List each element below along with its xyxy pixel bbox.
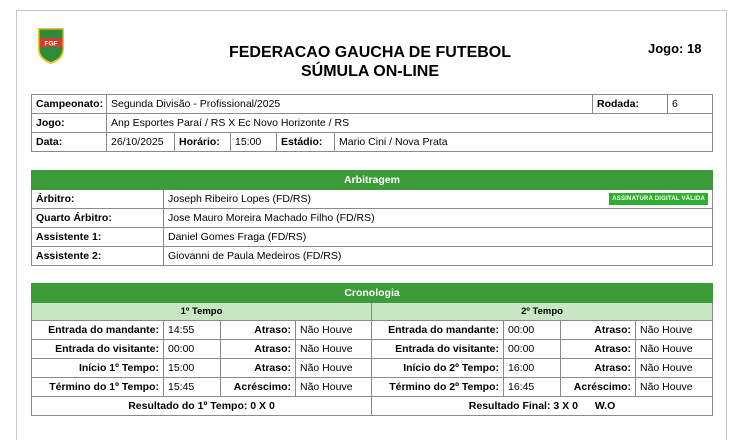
- h1-label: Entrada do mandante:: [32, 321, 164, 340]
- campeonato-value: Segunda Divisão - Profissional/2025: [107, 95, 593, 114]
- estadio-value: Mario Cini / Nova Prata: [335, 133, 713, 152]
- h2-label2: Atraso:: [561, 340, 636, 359]
- h1-label2: Atraso:: [221, 321, 296, 340]
- h2-value2: Não Houve: [636, 340, 713, 359]
- result-first-half: Resultado do 1º Tempo: 0 X 0: [32, 397, 372, 416]
- campeonato-label: Campeonato:: [32, 95, 107, 114]
- h1-label: Término do 1º Tempo:: [32, 378, 164, 397]
- h1-value2: Não Houve: [296, 321, 372, 340]
- jogo-value: Anp Esportes Paraí / RS X Ec Novo Horizonte / RS: [107, 114, 713, 133]
- h2-label2: Atraso:: [561, 321, 636, 340]
- jogo-label: Jogo:: [32, 114, 107, 133]
- h2-label: Entrada do visitante:: [372, 340, 504, 359]
- h2-value2: Não Houve: [636, 378, 713, 397]
- h1-value2: Não Houve: [296, 378, 372, 397]
- cronologia-row: [32, 340, 713, 359]
- h2-label: Entrada do mandante:: [372, 321, 504, 340]
- h1-value: 15:45: [164, 378, 221, 397]
- data-value: 26/10/2025: [107, 133, 175, 152]
- h2-value: 00:00: [504, 321, 561, 340]
- logo-text: FGF: [44, 40, 58, 48]
- result-note: W.O: [594, 400, 616, 412]
- rodada-label: Rodada:: [593, 95, 668, 114]
- h2-value2: Não Houve: [636, 321, 713, 340]
- info-row-data: [32, 133, 713, 152]
- arbitragem-row: [32, 190, 713, 209]
- quarto-arbitro-label: Quarto Árbitro:: [32, 209, 164, 228]
- h1-label2: Acréscimo:: [221, 378, 296, 397]
- fgf-logo: [36, 27, 66, 65]
- assistente-1-value: Daniel Gomes Fraga (FD/RS): [164, 228, 713, 247]
- arbitro-cell: [164, 190, 713, 209]
- h1-value: 14:55: [164, 321, 221, 340]
- h1-value: 15:00: [164, 359, 221, 378]
- result-final: Resultado Final: 3 X 0: [468, 400, 578, 412]
- arbitragem-table: [31, 170, 713, 266]
- cronologia-table: [31, 283, 713, 416]
- horario-label: Horário:: [175, 133, 231, 152]
- data-label: Data:: [32, 133, 107, 152]
- rodada-value: 6: [668, 95, 713, 114]
- title-line-2: SÚMULA ON-LINE: [300, 63, 440, 80]
- match-info-table: [31, 94, 713, 152]
- h2-label: Término do 2º Tempo:: [372, 378, 504, 397]
- h2-label2: Atraso:: [561, 359, 636, 378]
- h1-value2: Não Houve: [296, 359, 372, 378]
- horario-value: 15:00: [231, 133, 277, 152]
- title-line-1: FEDERACAO GAUCHA DE FUTEBOL: [228, 44, 512, 61]
- h2-label: Início do 2º Tempo:: [372, 359, 504, 378]
- cronologia-row: [32, 359, 713, 378]
- result-row: [32, 397, 713, 416]
- quarto-arbitro-value: Jose Mauro Moreira Machado Filho (FD/RS): [164, 209, 713, 228]
- arbitragem-row: [32, 209, 713, 228]
- h2-value: 16:45: [504, 378, 561, 397]
- first-half-title: 1º Tempo: [32, 303, 372, 321]
- signature-badge: ASSINATURA DIGITAL VÁLIDA: [609, 193, 708, 205]
- h1-value2: Não Houve: [296, 340, 372, 359]
- h1-label2: Atraso:: [221, 340, 296, 359]
- assistente-2-label: Assistente 2:: [32, 247, 164, 266]
- arbitro-label: Árbitro:: [32, 190, 164, 209]
- h2-value: 00:00: [504, 340, 561, 359]
- arbitro-value: Joseph Ribeiro Lopes (FD/RS): [168, 193, 311, 205]
- assistente-2-value: Giovanni de Paula Medeiros (FD/RS): [164, 247, 713, 266]
- info-row-jogo: [32, 114, 713, 133]
- h1-label2: Atraso:: [221, 359, 296, 378]
- cronologia-row: [32, 378, 713, 397]
- h2-value: 16:00: [504, 359, 561, 378]
- page-title: [180, 43, 560, 81]
- h1-label: Início 1º Tempo:: [32, 359, 164, 378]
- h2-value2: Não Houve: [636, 359, 713, 378]
- cronologia-title: Cronologia: [32, 284, 713, 303]
- info-row-campeonato: [32, 95, 713, 114]
- assistente-1-label: Assistente 1:: [32, 228, 164, 247]
- h2-label2: Acréscimo:: [561, 378, 636, 397]
- second-half-title: 2º Tempo: [372, 303, 713, 321]
- h1-label: Entrada do visitante:: [32, 340, 164, 359]
- arbitragem-row: [32, 247, 713, 266]
- arbitragem-title: Arbitragem: [32, 171, 713, 190]
- h1-value: 00:00: [164, 340, 221, 359]
- arbitragem-row: [32, 228, 713, 247]
- match-number: Jogo: 18: [648, 41, 702, 56]
- result-final-cell: [372, 397, 713, 416]
- cronologia-row: [32, 321, 713, 340]
- estadio-label: Estádio:: [277, 133, 335, 152]
